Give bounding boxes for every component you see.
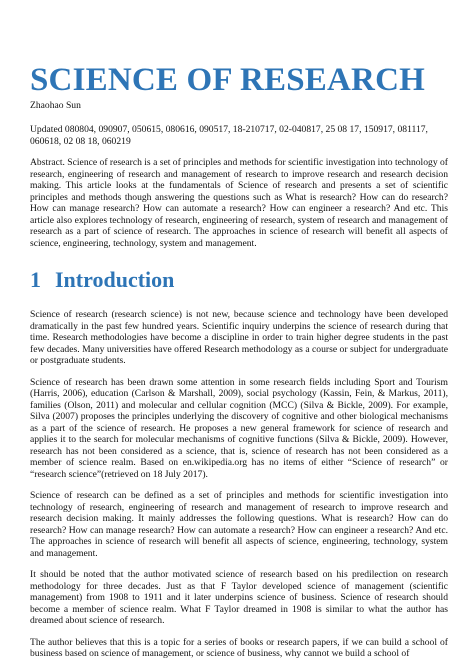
body-paragraph: Science of research can be defined as a set of principles and methods for scientific investigation into technology of research, engineering of research and management of research to improve research and research decision making. It mainly addresses the following questions. What is research? How can do research? How can manage research? How can automate a research? How can engineer a research? And etc. The approaches in science of research will benefit all aspects of science, engineering, technology, system and management. bbox=[30, 490, 448, 559]
section-heading bbox=[30, 267, 448, 293]
paper-title: SCIENCE OF RESEARCH bbox=[30, 62, 425, 98]
body-paragraph: Science of research (research science) is not new, because science and technology have been developed dramatically in the past few hundred years. Scientific inquiry underpins the science of research during that time. Research methodologies have become a discipline in order to train higher degree students in the past few decades. Many universities have offered Research methodology as a course or subject for undergraduate or postgraduate students. bbox=[30, 309, 448, 366]
body-paragraph: It should be noted that the author motivated science of research based on his predilection on research methodology for three decades. Just as that F Taylor developed science of management (scientific management) from 1908 to 1911 and it later underpins science of business. Science of research should become a member of science realm. What F Taylor dreamed in 1908 is similar to what the author has dreamed about science of research. bbox=[30, 569, 448, 626]
section-number: 1 bbox=[30, 267, 41, 292]
abstract: Abstract. Science of research is a set of principles and methods for scientific investigation into technology of research, engineering of research and management of research to improve research and research decision making. This article looks at the fundamentals of Science of research and presents a set of scientific principles and methods though answering the questions such as What is research? How can do research? How can manage research? How can automate a research? How can engineer a research? And etc. This article also explores technology of research, engineering of research, system of research and management of research as a part of science of research. The approaches in science of research will benefit all aspects of science, engineering, technology, system and management. bbox=[30, 157, 449, 249]
body-paragraph: The author believes that this is a topic for a series of books or research papers, if we can build a school of business based on science of management, or science of business, why cannot we build a school of bbox=[30, 636, 448, 659]
update-history: Updated 080804, 090907, 050615, 080616, 090517, 18-210717, 02-040817, 25 08 17, 150917, 081117, 060618, 02 08 18, 060219 bbox=[30, 124, 428, 147]
author-name: Zhaohao Sun bbox=[30, 100, 81, 111]
section-title: Introduction bbox=[55, 267, 175, 292]
body-paragraph: Science of research has been drawn some attention in some research fields including Sport and Tourism (Harris, 2006), education (Carlson & Marshall, 2009), social psychology (Kassin, Fein, & Markus, 2011), families (Olson, 2011) and molecular and cellular cognition (MCC) (Silva & Bickle, 2009). For example, Silva (2007) proposes the principles underlying the discovery of cognitive and other biological mechanisms as a part of the science of research. He proposes a new general framework for science of research and applies it to the search for molecular mechanisms of cognitive functions (Silva & Bickle, 2009). However, research has not been considered as a science, that is, science of research has not been considered as a member of science realm. Based on en.wikipedia.org has no items of either “Science of research” or “research science”(retrieved on 18 July 2017). bbox=[30, 376, 448, 480]
